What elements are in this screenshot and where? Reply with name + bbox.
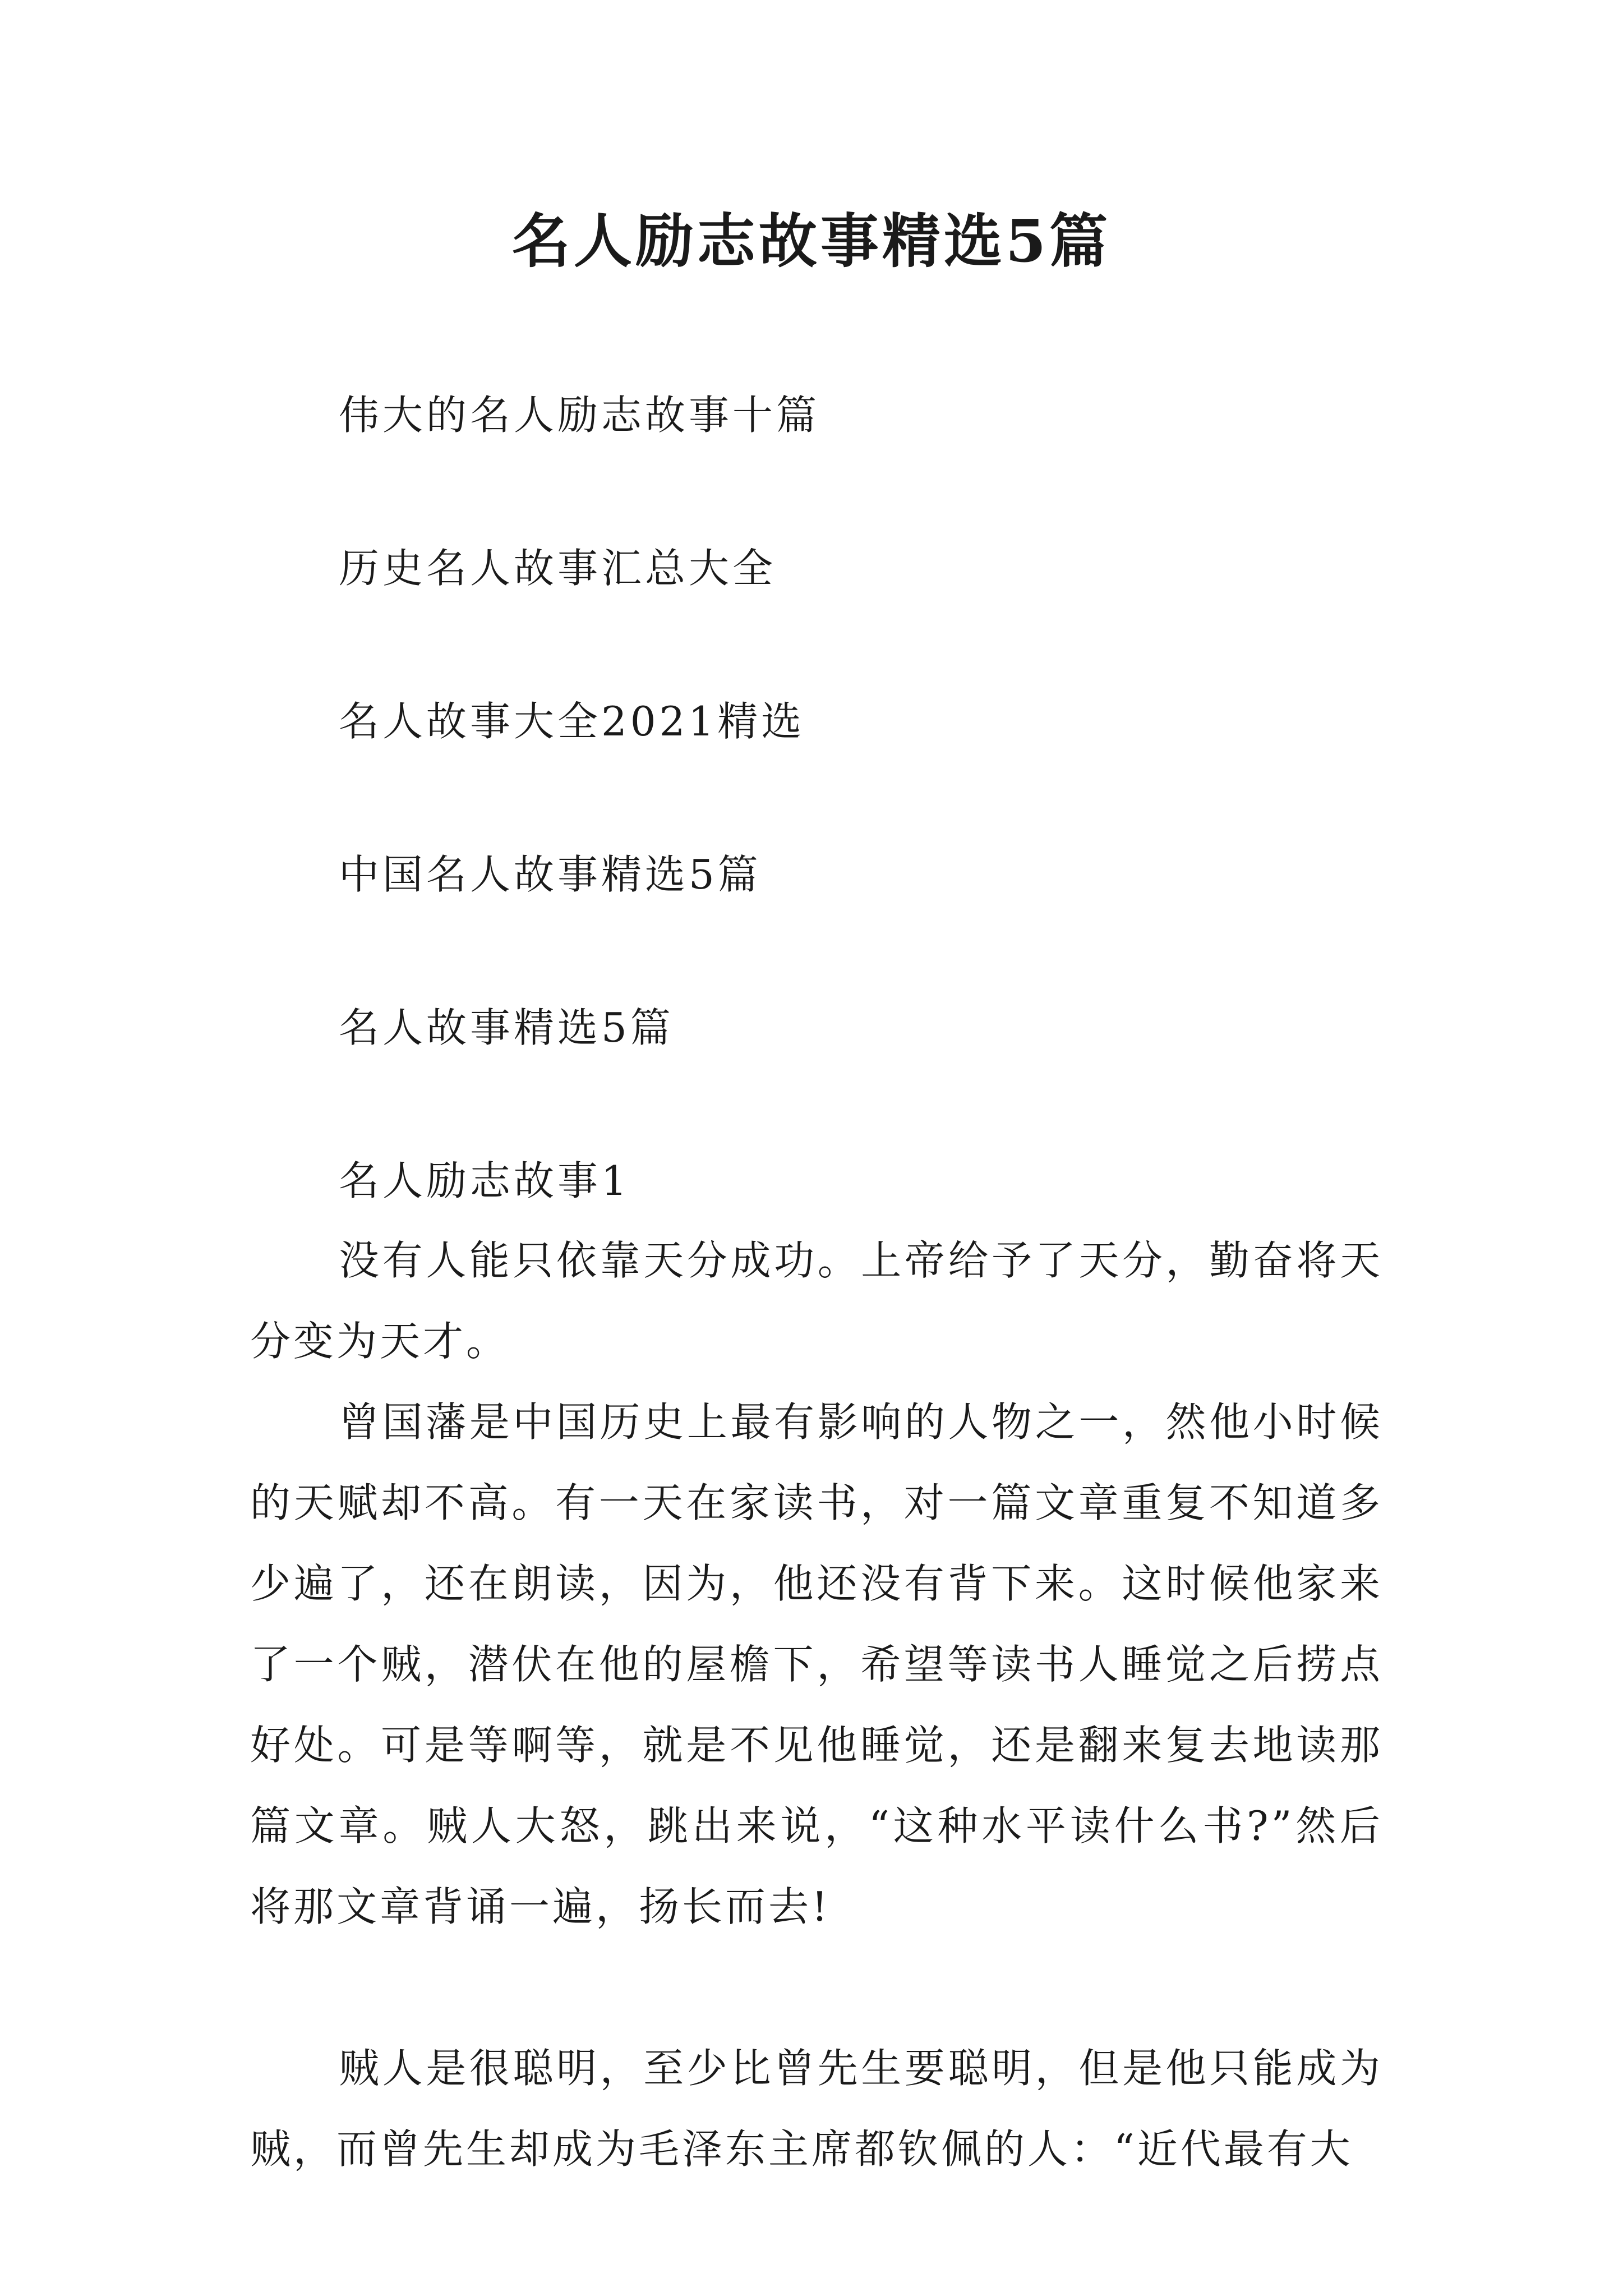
- related-link-4[interactable]: 中国名人故事精选5篇: [339, 851, 762, 898]
- paragraph-3: 贼人是很聪明，至少比曾先生要聪明，但是他只能成为贼，而曾先生却成为毛泽东主席都钦佩的人：“近代最有大: [250, 2045, 1383, 2173]
- document-title: 名人励志故事精选5篇: [511, 206, 1112, 275]
- related-link-2[interactable]: 历史名人故事汇总大全: [339, 545, 777, 592]
- paragraph-1: 没有人能只依靠天分成功。上帝给予了天分，勤奋将天分变为天才。: [250, 1237, 1383, 1365]
- section-heading: 名人励志故事1: [339, 1157, 630, 1204]
- paragraph-2: 曾国藩是中国历史上最有影响的人物之一，然他小时候的天赋却不高。有一天在家读书，对一篇文章重复不知道多少遍了，还在朗读，因为，他还没有背下来。这时候他家来了一个贼，潜伏在他的屋檐下，希望等读书人睡觉之后捞点好处。可是等啊等，就是不见他睡觉，还是翻来复去地读那篇文章。贼人大怒，跳出来说，“这种水平读什么书?”然后将那文章背诵一遍，扬长而去!: [250, 1398, 1383, 1930]
- related-link-1[interactable]: 伟大的名人励志故事十篇: [339, 392, 820, 439]
- related-link-3[interactable]: 名人故事大全2021精选: [339, 698, 805, 745]
- related-link-5[interactable]: 名人故事精选5篇: [339, 1004, 674, 1051]
